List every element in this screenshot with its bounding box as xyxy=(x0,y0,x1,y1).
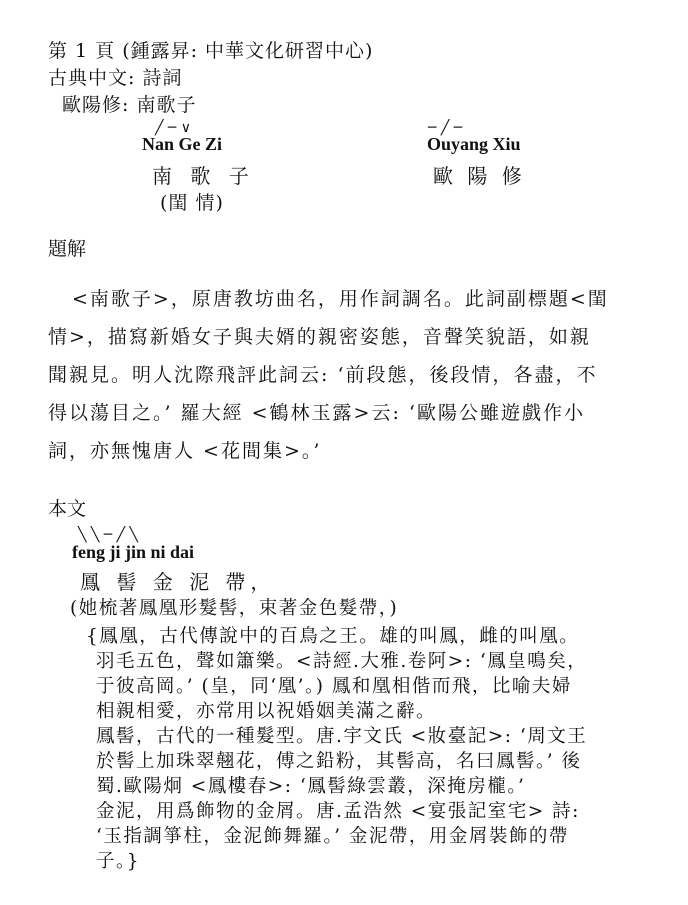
page-header-source: 第 1 頁 (鍾露昇: 中華文化研習中心) xyxy=(48,40,374,62)
tijie-line: 得以蕩目之。’ 羅大經 <鶴林玉露>云: ‘歐陽公雖遊戲作小 xyxy=(48,402,585,424)
section-heading-benwen: 本文 xyxy=(48,498,87,520)
page-header-category: 古典中文: 詩詞 xyxy=(48,67,183,89)
note-line: ‘玉指調箏柱，金泥飾舞羅。’ 金泥帶，用金屑裝飾的帶 xyxy=(96,826,569,847)
author-pinyin: Ouyang Xiu xyxy=(427,134,521,154)
title-pinyin: Nan Ge Zi xyxy=(142,134,223,154)
title-subtitle: (閨 情) xyxy=(160,192,224,214)
tijie-line: <南歌子>，原唐教坊曲名，用作詞調名。此詞副標題<閨 xyxy=(72,288,609,310)
page-header-poem: 歐陽修: 南歌子 xyxy=(62,94,197,116)
author-chinese: 歐 陽 修 xyxy=(433,164,526,188)
note-line: 羽毛五色，聲如簫樂。<詩經.大雅.卷阿>: ‘鳳皇鳴矣， xyxy=(96,651,588,672)
note-line: 鳳髻，古代的一種髮型。唐.宇文氏 <妝臺記>: ‘周文王 xyxy=(96,726,588,747)
tijie-line: 情>，描寫新婚女子與夫婿的親密姿態，音聲笑貌語，如親 xyxy=(48,326,591,348)
verse-tone-marks: ╲ ╲ ─ ╱ ╲ xyxy=(78,527,138,543)
note-line: 於髻上加珠翠翹花，傅之鉛粉，其髻高，名曰鳳髻。’ 後 xyxy=(96,751,582,772)
note-line: 相親相愛，亦常用以祝婚姻美滿之辭。 xyxy=(96,701,437,722)
section-heading-tijie: 題解 xyxy=(48,238,87,260)
tijie-line: 詞，亦無愧唐人 <花間集>。’ xyxy=(48,440,322,462)
author-tone-marks: ─ ╱ ─ xyxy=(428,120,463,136)
note-line: 于彼高岡。’ (皇，同‘凰’。) 鳳和凰相偕而飛，比喻夫婦 xyxy=(96,676,572,697)
verse-pinyin: feng ji jin ni dai xyxy=(72,542,195,562)
note-line: 子。} xyxy=(96,851,141,872)
verse-translation: (她梳著鳳凰形髮髻，束著金色髮帶，) xyxy=(70,598,399,619)
title-chinese: 南 歌 子 xyxy=(152,164,255,188)
note-line: {鳳凰，古代傳說中的百鳥之王。雄的叫鳳，雌的叫凰。 xyxy=(86,626,580,647)
tijie-line: 聞親見。明人沈際飛評此詞云: ‘前段態，後段情，各盡，不 xyxy=(48,364,598,386)
note-line: 金泥，用爲飾物的金屑。唐.孟浩然 <宴張記室宅> 詩: xyxy=(96,801,580,822)
title-tone-marks: ╱ ─ ∨ xyxy=(155,120,192,136)
verse-chinese: 鳳 髻 金 泥 帶， xyxy=(80,570,276,594)
note-line: 蜀.歐陽炯 <鳳樓春>: ‘鳳髻綠雲叢，深掩房櫳。’ xyxy=(96,776,526,797)
